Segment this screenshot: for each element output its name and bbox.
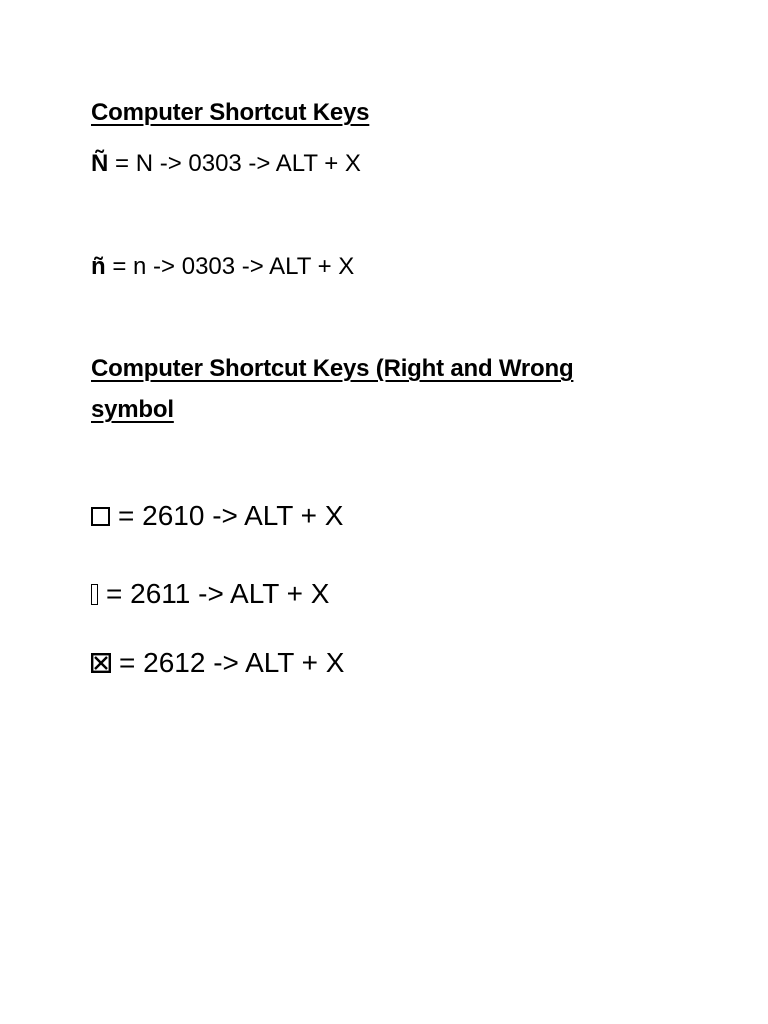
rule-text: = 2611 -> ALT + X [106,578,330,609]
ballot-box-icon [91,507,110,526]
rule-text: = 2612 -> ALT + X [119,647,345,678]
rule-text: = N -> 0303 -> ALT + X [108,150,361,177]
rule-row-small-n-tilde [91,255,354,279]
rule-row-ballot-box-x [91,649,344,677]
ballot-box-x-icon [91,653,111,673]
small-n-tilde-symbol: ñ [91,253,106,280]
section2-heading-line1: Computer Shortcut Keys (Right and Wrong [91,355,574,382]
rule-row-capital-n-tilde [91,152,361,176]
missing-glyph-icon [91,584,98,605]
section1-heading: Computer Shortcut Keys [91,99,370,126]
section2-heading-line2: symbol [91,396,174,423]
capital-n-tilde-symbol: Ñ [91,150,109,177]
rule-row-missing-glyph [91,580,329,608]
rule-text: = 2610 -> ALT + X [118,500,344,531]
rule-text: = n -> 0303 -> ALT + X [105,253,355,280]
rule-row-ballot-box [91,502,343,530]
